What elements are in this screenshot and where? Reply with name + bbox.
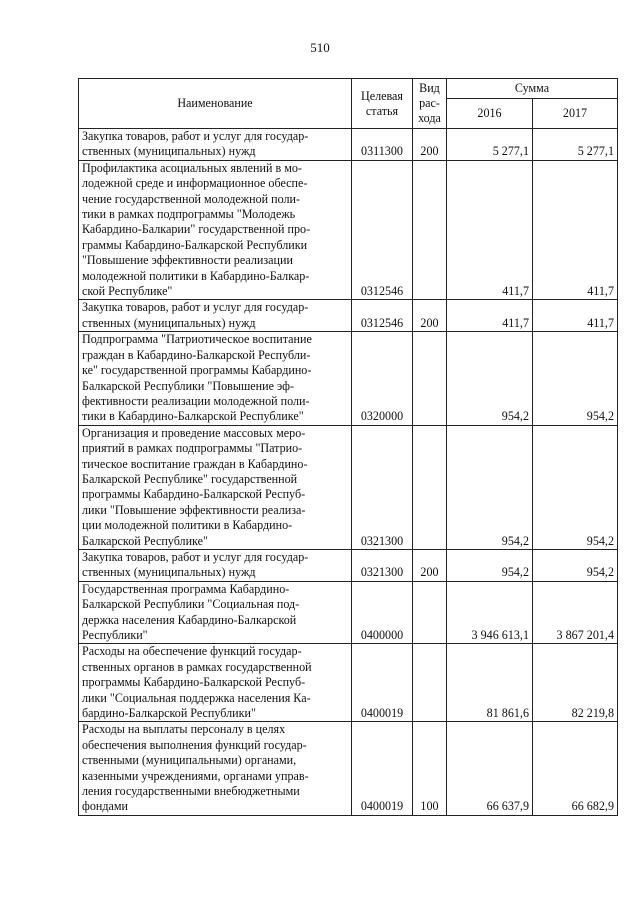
header-expense-type-line: Вид (419, 81, 440, 95)
row-name-line: Расходы на обеспечение функций государ- (82, 644, 302, 659)
header-year-2016: 2016 (447, 99, 533, 129)
row-name-line: тики в рамках подпрограммы "Молодежь (82, 207, 296, 222)
row-name-line: тическое воспитание граждан в Кабардино- (82, 456, 308, 471)
row-name (79, 581, 352, 644)
row-sum-2016: 81 861,6 (447, 644, 533, 722)
row-name-line: обеспечения выполнения функций государ- (82, 737, 307, 752)
table-row (79, 160, 618, 300)
row-name-line: Балкарской Республики "Повышение эф- (82, 378, 294, 393)
row-name (79, 160, 352, 300)
row-name-line: ственных (муниципальных) нужд (82, 144, 256, 159)
row-name-line: ственных (муниципальных) нужд (82, 315, 256, 330)
row-sum-2016: 411,7 (447, 300, 533, 332)
table-row (79, 425, 618, 549)
table-row (79, 300, 618, 332)
table-row (79, 549, 618, 581)
table-row (79, 722, 618, 815)
row-name-line: Балкарской Республике" государственной (82, 471, 298, 486)
row-sum-2017: 66 682,9 (533, 722, 618, 815)
header-year-2017: 2017 (533, 99, 618, 129)
row-target-article: 0320000 (352, 332, 413, 425)
row-name-line: бардино-Балкарской Республики" (82, 706, 256, 721)
row-name (79, 644, 352, 722)
row-name-line: граждан в Кабардино-Балкарской Республи- (82, 347, 311, 362)
row-name-line: чение государственной молодежной поли- (82, 191, 301, 206)
header-sum: Сумма (447, 79, 618, 99)
table-row (79, 129, 618, 161)
row-target-article: 0311300 (352, 129, 413, 161)
row-name-line: ке" государственной программы Кабардино- (82, 363, 312, 378)
row-expense-type: 200 (413, 129, 447, 161)
row-name-line: ственных органов в рамках государственной (82, 659, 312, 674)
row-name (79, 129, 352, 161)
row-target-article: 0321300 (352, 549, 413, 581)
table-row (79, 332, 618, 425)
header-name: Наименование (79, 79, 352, 129)
row-name-line: молодежной политики в Кабардино-Балкар- (82, 268, 310, 283)
table-body (79, 129, 618, 816)
row-name-line: Закупка товаров, работ и услуг для государ- (82, 549, 309, 564)
row-expense-type: 100 (413, 722, 447, 815)
header-row (79, 79, 618, 99)
row-name-line: Организация и проведение массовых меро- (82, 425, 306, 440)
row-sum-2017: 5 277,1 (533, 129, 618, 161)
table-row (79, 644, 618, 722)
row-name-line: ции молодежной политики в Кабардино- (82, 518, 293, 533)
row-sum-2016: 411,7 (447, 160, 533, 300)
row-sum-2016: 954,2 (447, 332, 533, 425)
row-expense-type: 200 (413, 549, 447, 581)
row-sum-2017: 411,7 (533, 160, 618, 300)
row-name-line: ственными (муниципальными) органами, (82, 753, 297, 768)
row-target-article: 0321300 (352, 425, 413, 549)
row-name (79, 332, 352, 425)
row-expense-type (413, 644, 447, 722)
row-name-line: программы Кабардино-Балкарской Респуб- (82, 675, 306, 690)
row-target-article: 0400019 (352, 644, 413, 722)
budget-table (78, 78, 618, 816)
row-sum-2016: 5 277,1 (447, 129, 533, 161)
row-name-line: лодежной среде и информационное обеспе- (82, 176, 308, 191)
row-sum-2016: 954,2 (447, 549, 533, 581)
row-name-line: лики "Социальная поддержка населения Ка- (82, 690, 311, 705)
row-name-line: Балкарской Республике" (82, 533, 208, 548)
table-row (79, 581, 618, 644)
header-target-article-line: Целевая (361, 88, 403, 103)
row-expense-type (413, 332, 447, 425)
row-name-line: приятий в рамках подпрограммы "Патрио- (82, 441, 303, 456)
row-name-line: Республики" (82, 628, 148, 642)
row-name-line: тики в Кабардино-Балкарской Республике" (82, 409, 304, 424)
row-name-line: "Повышение эффективности реализации (82, 253, 293, 268)
row-name-line: Закупка товаров, работ и услуг для государ- (82, 129, 309, 143)
row-expense-type (413, 581, 447, 644)
row-name-line: держка населения Кабардино-Балкарской (82, 612, 297, 627)
row-name-line: Профилактика асоциальных явлений в мо- (82, 160, 302, 175)
row-expense-type: 200 (413, 300, 447, 332)
header-target-article (352, 79, 413, 129)
page-number: 510 (310, 40, 330, 55)
row-sum-2016: 954,2 (447, 425, 533, 549)
row-name (79, 722, 352, 815)
row-target-article: 0400000 (352, 581, 413, 644)
row-name (79, 425, 352, 549)
row-name-line: ственных (муниципальных) нужд (82, 565, 256, 580)
row-name (79, 300, 352, 332)
header-expense-type (413, 79, 447, 129)
row-sum-2017: 954,2 (533, 549, 618, 581)
header-expense-type-line: рас- (419, 96, 440, 110)
row-name-line: Закупка товаров, работ и услуг для государ- (82, 300, 309, 315)
row-name-line: программы Кабардино-Балкарской Респуб- (82, 487, 306, 502)
row-name-line: Кабардино-Балкарии" государственной про- (82, 222, 311, 237)
row-expense-type (413, 425, 447, 549)
row-expense-type (413, 160, 447, 300)
row-target-article: 0400019 (352, 722, 413, 815)
row-name-line: казенными учреждениями, органами управ- (82, 768, 309, 783)
row-sum-2017: 82 219,8 (533, 644, 618, 722)
row-name-line: Государственная программа Кабардино- (82, 581, 290, 596)
header-expense-type-line: хода (418, 111, 441, 125)
row-sum-2017: 411,7 (533, 300, 618, 332)
row-target-article: 0312546 (352, 300, 413, 332)
row-name-line: Расходы на выплаты персоналу в целях (82, 722, 286, 737)
header-target-article-line: статья (365, 103, 399, 118)
row-target-article: 0312546 (352, 160, 413, 300)
row-sum-2017: 3 867 201,4 (533, 581, 618, 644)
row-sum-2016: 3 946 613,1 (447, 581, 533, 644)
row-name-line: лики "Повышение эффективности реализа- (82, 502, 306, 517)
row-name-line: Балкарской Республики "Социальная под- (82, 597, 300, 612)
row-sum-2016: 66 637,9 (447, 722, 533, 815)
row-name-line: граммы Кабардино-Балкарской Республики (82, 237, 308, 252)
row-name-line: ления государственными внебюджетными (82, 784, 300, 799)
row-name (79, 549, 352, 581)
row-sum-2017: 954,2 (533, 332, 618, 425)
row-name-line: фективности реализации молодежной поли- (82, 393, 310, 408)
row-name-line: ской Республике" (82, 284, 173, 299)
row-name-line: фондами (82, 799, 129, 814)
row-sum-2017: 954,2 (533, 425, 618, 549)
row-name-line: Подпрограмма "Патриотическое воспитание (82, 332, 312, 347)
